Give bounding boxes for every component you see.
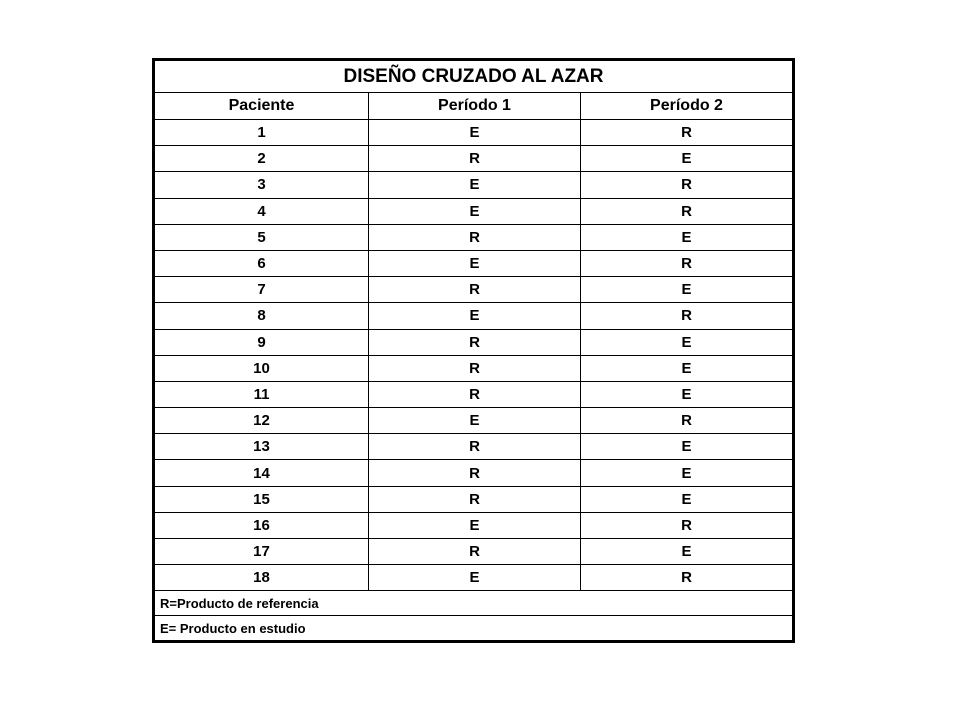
table-row [154, 329, 794, 355]
patient-cell: 1 [154, 120, 369, 146]
period-2-cell: R [581, 250, 794, 276]
table-row [154, 355, 794, 381]
period-1-cell: E [369, 198, 581, 224]
table-row [154, 224, 794, 250]
table-row [154, 408, 794, 434]
period-1-cell: E [369, 172, 581, 198]
patient-cell: 7 [154, 277, 369, 303]
period-1-cell: R [369, 329, 581, 355]
patient-cell: 5 [154, 224, 369, 250]
legend-row [154, 616, 794, 642]
period-1-cell: R [369, 434, 581, 460]
table-legend [154, 591, 794, 642]
patient-cell: 9 [154, 329, 369, 355]
period-1-cell: E [369, 120, 581, 146]
patient-cell: 2 [154, 146, 369, 172]
table-row [154, 539, 794, 565]
patient-cell: 14 [154, 460, 369, 486]
period-1-cell: E [369, 512, 581, 538]
patient-cell: 13 [154, 434, 369, 460]
table-row [154, 434, 794, 460]
patient-cell: 12 [154, 408, 369, 434]
table-row [154, 277, 794, 303]
table-row [154, 486, 794, 512]
table-row [154, 120, 794, 146]
period-2-cell: E [581, 355, 794, 381]
patient-cell: 18 [154, 565, 369, 591]
table-row [154, 198, 794, 224]
period-2-cell: R [581, 565, 794, 591]
period-1-cell: R [369, 146, 581, 172]
period-1-cell: E [369, 565, 581, 591]
table-row [154, 303, 794, 329]
period-1-cell: R [369, 460, 581, 486]
period-2-cell: R [581, 172, 794, 198]
legend-row [154, 591, 794, 616]
table-row [154, 460, 794, 486]
period-2-cell: E [581, 434, 794, 460]
crossover-design-table [152, 58, 795, 643]
period-2-cell: E [581, 146, 794, 172]
period-2-cell: E [581, 277, 794, 303]
period-2-cell: E [581, 539, 794, 565]
table-row [154, 250, 794, 276]
table-title: DISEÑO CRUZADO AL AZAR [154, 60, 794, 93]
patient-cell: 6 [154, 250, 369, 276]
patient-cell: 10 [154, 355, 369, 381]
table-row [154, 512, 794, 538]
period-1-cell: E [369, 250, 581, 276]
header-row [154, 93, 794, 120]
period-1-cell: R [369, 224, 581, 250]
column-header-period-2: Período 2 [581, 93, 794, 120]
patient-cell: 11 [154, 381, 369, 407]
table-row [154, 565, 794, 591]
patient-cell: 15 [154, 486, 369, 512]
patient-cell: 4 [154, 198, 369, 224]
period-1-cell: R [369, 381, 581, 407]
table-row [154, 381, 794, 407]
patient-cell: 16 [154, 512, 369, 538]
period-2-cell: R [581, 120, 794, 146]
patient-cell: 3 [154, 172, 369, 198]
legend-item: E= Producto en estudio [154, 616, 794, 642]
title-row [154, 60, 794, 93]
legend-item: R=Producto de referencia [154, 591, 794, 616]
period-2-cell: E [581, 460, 794, 486]
table-body [154, 120, 794, 591]
period-2-cell: E [581, 329, 794, 355]
patient-cell: 17 [154, 539, 369, 565]
period-1-cell: E [369, 303, 581, 329]
period-1-cell: R [369, 539, 581, 565]
period-1-cell: R [369, 277, 581, 303]
period-2-cell: R [581, 198, 794, 224]
period-2-cell: R [581, 408, 794, 434]
period-2-cell: E [581, 381, 794, 407]
period-2-cell: E [581, 224, 794, 250]
period-2-cell: R [581, 303, 794, 329]
period-1-cell: R [369, 355, 581, 381]
period-2-cell: R [581, 512, 794, 538]
table-row [154, 172, 794, 198]
period-2-cell: E [581, 486, 794, 512]
period-1-cell: R [369, 486, 581, 512]
patient-cell: 8 [154, 303, 369, 329]
column-header-patient: Paciente [154, 93, 369, 120]
period-1-cell: E [369, 408, 581, 434]
column-header-period-1: Período 1 [369, 93, 581, 120]
table-row [154, 146, 794, 172]
